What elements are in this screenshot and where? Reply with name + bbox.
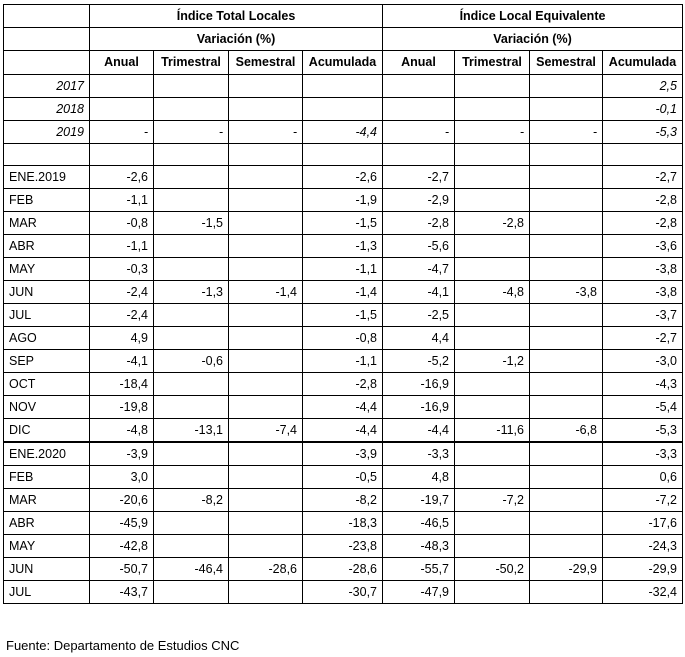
table-row: [4, 489, 683, 512]
table-cell: -2,8: [603, 212, 683, 235]
table-cell: -4,8: [90, 419, 154, 443]
table-cell: -: [530, 121, 603, 144]
table-cell: [530, 166, 603, 189]
table-cell: -43,7: [90, 581, 154, 604]
table-cell: 4,9: [90, 327, 154, 350]
table-cell: [229, 75, 303, 98]
row-label: AGO: [4, 327, 90, 350]
variacion-header-2: Variación (%): [383, 28, 683, 51]
table-cell: -11,6: [455, 419, 530, 443]
table-cell: -2,4: [90, 281, 154, 304]
table-cell: -0,6: [154, 350, 229, 373]
row-label: ENE.2020: [4, 442, 90, 466]
table-cell: -16,9: [383, 396, 455, 419]
table-cell: [530, 75, 603, 98]
table-cell: -1,3: [154, 281, 229, 304]
table-cell: [530, 373, 603, 396]
table-cell: -4,4: [303, 419, 383, 443]
table-cell: -3,8: [603, 281, 683, 304]
table-cell: -0,3: [90, 258, 154, 281]
table-cell: [90, 75, 154, 98]
table-cell: [530, 466, 603, 489]
table-cell: -2,8: [303, 373, 383, 396]
table-cell: -29,9: [530, 558, 603, 581]
table-cell: -4,4: [303, 121, 383, 144]
row-label: JUL: [4, 581, 90, 604]
table-cell: [229, 166, 303, 189]
table-cell: -50,2: [455, 558, 530, 581]
table-cell: -46,5: [383, 512, 455, 535]
table-cell: -23,8: [303, 535, 383, 558]
table-cell: -3,8: [603, 258, 683, 281]
header-row-variacion: [4, 28, 683, 51]
row-label: ABR: [4, 235, 90, 258]
table-cell: [530, 581, 603, 604]
header-blank: [4, 5, 90, 28]
table-cell: [154, 535, 229, 558]
table-cell: -1,5: [303, 212, 383, 235]
table-cell: -42,8: [90, 535, 154, 558]
row-label: FEB: [4, 466, 90, 489]
table-cell: -3,7: [603, 304, 683, 327]
table-cell: -: [90, 121, 154, 144]
table-row: [4, 535, 683, 558]
table-row: [4, 327, 683, 350]
table-cell: [90, 98, 154, 121]
table-cell: -3,8: [530, 281, 603, 304]
table-cell: [154, 75, 229, 98]
table-cell: -8,2: [154, 489, 229, 512]
table-cell: -48,3: [383, 535, 455, 558]
table-cell: -1,1: [90, 235, 154, 258]
header-row-columns: [4, 51, 683, 75]
table-cell: -2,8: [455, 212, 530, 235]
table-cell: 3,0: [90, 466, 154, 489]
table-cell: -4,3: [603, 373, 683, 396]
table-cell: -28,6: [303, 558, 383, 581]
empty-cell: [303, 144, 383, 166]
table-cell: -2,7: [383, 166, 455, 189]
header-blank: [4, 51, 90, 75]
empty-cell: [383, 144, 455, 166]
table-cell: 0,6: [603, 466, 683, 489]
table-cell: -5,4: [603, 396, 683, 419]
table-cell: -8,2: [303, 489, 383, 512]
row-label: MAY: [4, 535, 90, 558]
table-cell: -: [383, 121, 455, 144]
table-cell: -1,3: [303, 235, 383, 258]
table-cell: [229, 327, 303, 350]
row-label: NOV: [4, 396, 90, 419]
table-cell: [154, 327, 229, 350]
header-blank: [4, 28, 90, 51]
table-cell: -3,9: [90, 442, 154, 466]
table-cell: [229, 373, 303, 396]
table-cell: [154, 396, 229, 419]
table-cell: -24,3: [603, 535, 683, 558]
table-cell: -18,3: [303, 512, 383, 535]
table-cell: -3,9: [303, 442, 383, 466]
table-cell: -20,6: [90, 489, 154, 512]
table-cell: -3,0: [603, 350, 683, 373]
table-cell: [530, 235, 603, 258]
source-note: Fuente: Departamento de Estudios CNC: [6, 638, 240, 653]
row-label: JUL: [4, 304, 90, 327]
empty-cell: [455, 144, 530, 166]
table-cell: -1,5: [303, 304, 383, 327]
table-row: [4, 281, 683, 304]
table-cell: -7,2: [603, 489, 683, 512]
table-cell: [530, 212, 603, 235]
table-cell: [530, 396, 603, 419]
table-row: [4, 189, 683, 212]
table-cell: -2,6: [90, 166, 154, 189]
table-cell: [303, 75, 383, 98]
table-cell: -17,6: [603, 512, 683, 535]
table-cell: [229, 350, 303, 373]
table-cell: -2,7: [603, 166, 683, 189]
table-cell: [530, 258, 603, 281]
table-cell: -: [229, 121, 303, 144]
table-cell: -4,4: [383, 419, 455, 443]
table-cell: [455, 466, 530, 489]
col-header-trimestral: Trimestral: [154, 51, 229, 75]
table-cell: [455, 396, 530, 419]
table-cell: [530, 327, 603, 350]
table-cell: [455, 512, 530, 535]
table-cell: -1,1: [303, 350, 383, 373]
table-cell: -3,3: [603, 442, 683, 466]
spacer-row: [4, 144, 683, 166]
year-label: 2019: [4, 121, 90, 144]
table-cell: [229, 442, 303, 466]
table-cell: -30,7: [303, 581, 383, 604]
table-cell: [383, 75, 455, 98]
table-cell: -5,3: [603, 121, 683, 144]
col-header-trimestral: Trimestral: [455, 51, 530, 75]
table-row: [4, 512, 683, 535]
table-cell: -7,4: [229, 419, 303, 443]
col-header-semestral: Semestral: [229, 51, 303, 75]
row-label: MAR: [4, 212, 90, 235]
table-row: [4, 466, 683, 489]
table-cell: [383, 98, 455, 121]
table-cell: [229, 98, 303, 121]
table-row: [4, 558, 683, 581]
table-cell: [455, 235, 530, 258]
table-cell: [455, 166, 530, 189]
table-cell: [455, 373, 530, 396]
table-cell: [530, 535, 603, 558]
table-cell: -32,4: [603, 581, 683, 604]
table-cell: -5,6: [383, 235, 455, 258]
table-cell: -: [154, 121, 229, 144]
table-cell: -1,4: [303, 281, 383, 304]
group-header-total-locales: Índice Total Locales: [90, 5, 383, 28]
row-label: MAR: [4, 489, 90, 512]
table-cell: [455, 75, 530, 98]
table-cell: -2,7: [603, 327, 683, 350]
table-cell: -0,5: [303, 466, 383, 489]
table-cell: [455, 442, 530, 466]
row-label: JUN: [4, 558, 90, 581]
table-cell: -55,7: [383, 558, 455, 581]
variacion-header-1: Variación (%): [90, 28, 383, 51]
table-cell: [154, 373, 229, 396]
table-row: [4, 581, 683, 604]
table-row: [4, 258, 683, 281]
table-cell: [154, 581, 229, 604]
table-cell: [455, 581, 530, 604]
row-label: FEB: [4, 189, 90, 212]
table-cell: -50,7: [90, 558, 154, 581]
empty-cell: [154, 144, 229, 166]
table-cell: -0,8: [303, 327, 383, 350]
table-cell: -4,1: [90, 350, 154, 373]
table-cell: [530, 189, 603, 212]
col-header-semestral: Semestral: [530, 51, 603, 75]
table-cell: [154, 189, 229, 212]
table-cell: 4,8: [383, 466, 455, 489]
row-label: MAY: [4, 258, 90, 281]
table-cell: [530, 304, 603, 327]
table-cell: -19,7: [383, 489, 455, 512]
table-cell: [229, 535, 303, 558]
table-cell: [303, 98, 383, 121]
table-row: [4, 235, 683, 258]
table-cell: [229, 258, 303, 281]
table-cell: -4,1: [383, 281, 455, 304]
col-header-acumulada: Acumulada: [603, 51, 683, 75]
col-header-anual: Anual: [90, 51, 154, 75]
table-cell: -0,1: [603, 98, 683, 121]
table-cell: [530, 98, 603, 121]
year-row: [4, 121, 683, 144]
table-cell: -1,1: [303, 258, 383, 281]
row-label: ENE.2019: [4, 166, 90, 189]
table-cell: 4,4: [383, 327, 455, 350]
table-cell: [530, 442, 603, 466]
table-cell: -4,8: [455, 281, 530, 304]
table-row: [4, 373, 683, 396]
table-cell: -7,2: [455, 489, 530, 512]
table-row: [4, 212, 683, 235]
col-header-anual: Anual: [383, 51, 455, 75]
table-cell: [154, 466, 229, 489]
table-cell: -2,5: [383, 304, 455, 327]
table-cell: -13,1: [154, 419, 229, 443]
table-cell: -2,8: [603, 189, 683, 212]
table-cell: [229, 189, 303, 212]
table-cell: -19,8: [90, 396, 154, 419]
table-cell: [530, 489, 603, 512]
table-cell: -45,9: [90, 512, 154, 535]
table-cell: 2,5: [603, 75, 683, 98]
table-cell: [154, 258, 229, 281]
table-cell: -2,4: [90, 304, 154, 327]
table-cell: -18,4: [90, 373, 154, 396]
table-cell: [229, 396, 303, 419]
table-cell: [455, 98, 530, 121]
col-header-acumulada: Acumulada: [303, 51, 383, 75]
table-cell: [154, 235, 229, 258]
table-cell: [154, 304, 229, 327]
table-cell: [154, 166, 229, 189]
table-cell: -46,4: [154, 558, 229, 581]
row-label: SEP: [4, 350, 90, 373]
table-cell: [455, 535, 530, 558]
table-cell: [455, 304, 530, 327]
table-cell: -6,8: [530, 419, 603, 443]
table-cell: [455, 327, 530, 350]
empty-cell: [603, 144, 683, 166]
group-header-local-equivalente: Índice Local Equivalente: [383, 5, 683, 28]
table-cell: -: [455, 121, 530, 144]
table-cell: -16,9: [383, 373, 455, 396]
empty-cell: [229, 144, 303, 166]
row-label: OCT: [4, 373, 90, 396]
table-cell: -2,8: [383, 212, 455, 235]
year-row: [4, 75, 683, 98]
table-cell: [229, 212, 303, 235]
table-cell: -4,4: [303, 396, 383, 419]
table-cell: [154, 98, 229, 121]
year-row: [4, 98, 683, 121]
table-cell: [229, 489, 303, 512]
table-cell: -2,6: [303, 166, 383, 189]
table-row: [4, 419, 683, 443]
table-cell: -1,1: [90, 189, 154, 212]
table-cell: [229, 235, 303, 258]
table-cell: -3,6: [603, 235, 683, 258]
index-table: [3, 4, 683, 604]
table-cell: -1,2: [455, 350, 530, 373]
table-row: [4, 396, 683, 419]
row-label: ABR: [4, 512, 90, 535]
table-row: [4, 304, 683, 327]
year-label: 2018: [4, 98, 90, 121]
table-cell: -5,3: [603, 419, 683, 443]
table-cell: [229, 512, 303, 535]
row-label: JUN: [4, 281, 90, 304]
table-body: [4, 5, 683, 604]
table-cell: [154, 442, 229, 466]
table-cell: -0,8: [90, 212, 154, 235]
row-label: DIC: [4, 419, 90, 443]
table-row: [4, 350, 683, 373]
table-cell: [229, 466, 303, 489]
table-cell: -4,7: [383, 258, 455, 281]
table-cell: -28,6: [229, 558, 303, 581]
table-cell: [455, 258, 530, 281]
table-cell: -2,9: [383, 189, 455, 212]
table-cell: -29,9: [603, 558, 683, 581]
table-cell: [229, 304, 303, 327]
table-cell: [154, 512, 229, 535]
year-label: 2017: [4, 75, 90, 98]
table-cell: -3,3: [383, 442, 455, 466]
table-cell: [530, 512, 603, 535]
table-cell: -1,5: [154, 212, 229, 235]
empty-cell: [4, 144, 90, 166]
table-row: [4, 166, 683, 189]
table-cell: -5,2: [383, 350, 455, 373]
table-cell: [229, 581, 303, 604]
table-cell: -1,4: [229, 281, 303, 304]
table-cell: [530, 350, 603, 373]
empty-cell: [530, 144, 603, 166]
table-cell: -47,9: [383, 581, 455, 604]
table-cell: -1,9: [303, 189, 383, 212]
header-row-groups: [4, 5, 683, 28]
table-cell: [455, 189, 530, 212]
table-row: [4, 442, 683, 466]
empty-cell: [90, 144, 154, 166]
